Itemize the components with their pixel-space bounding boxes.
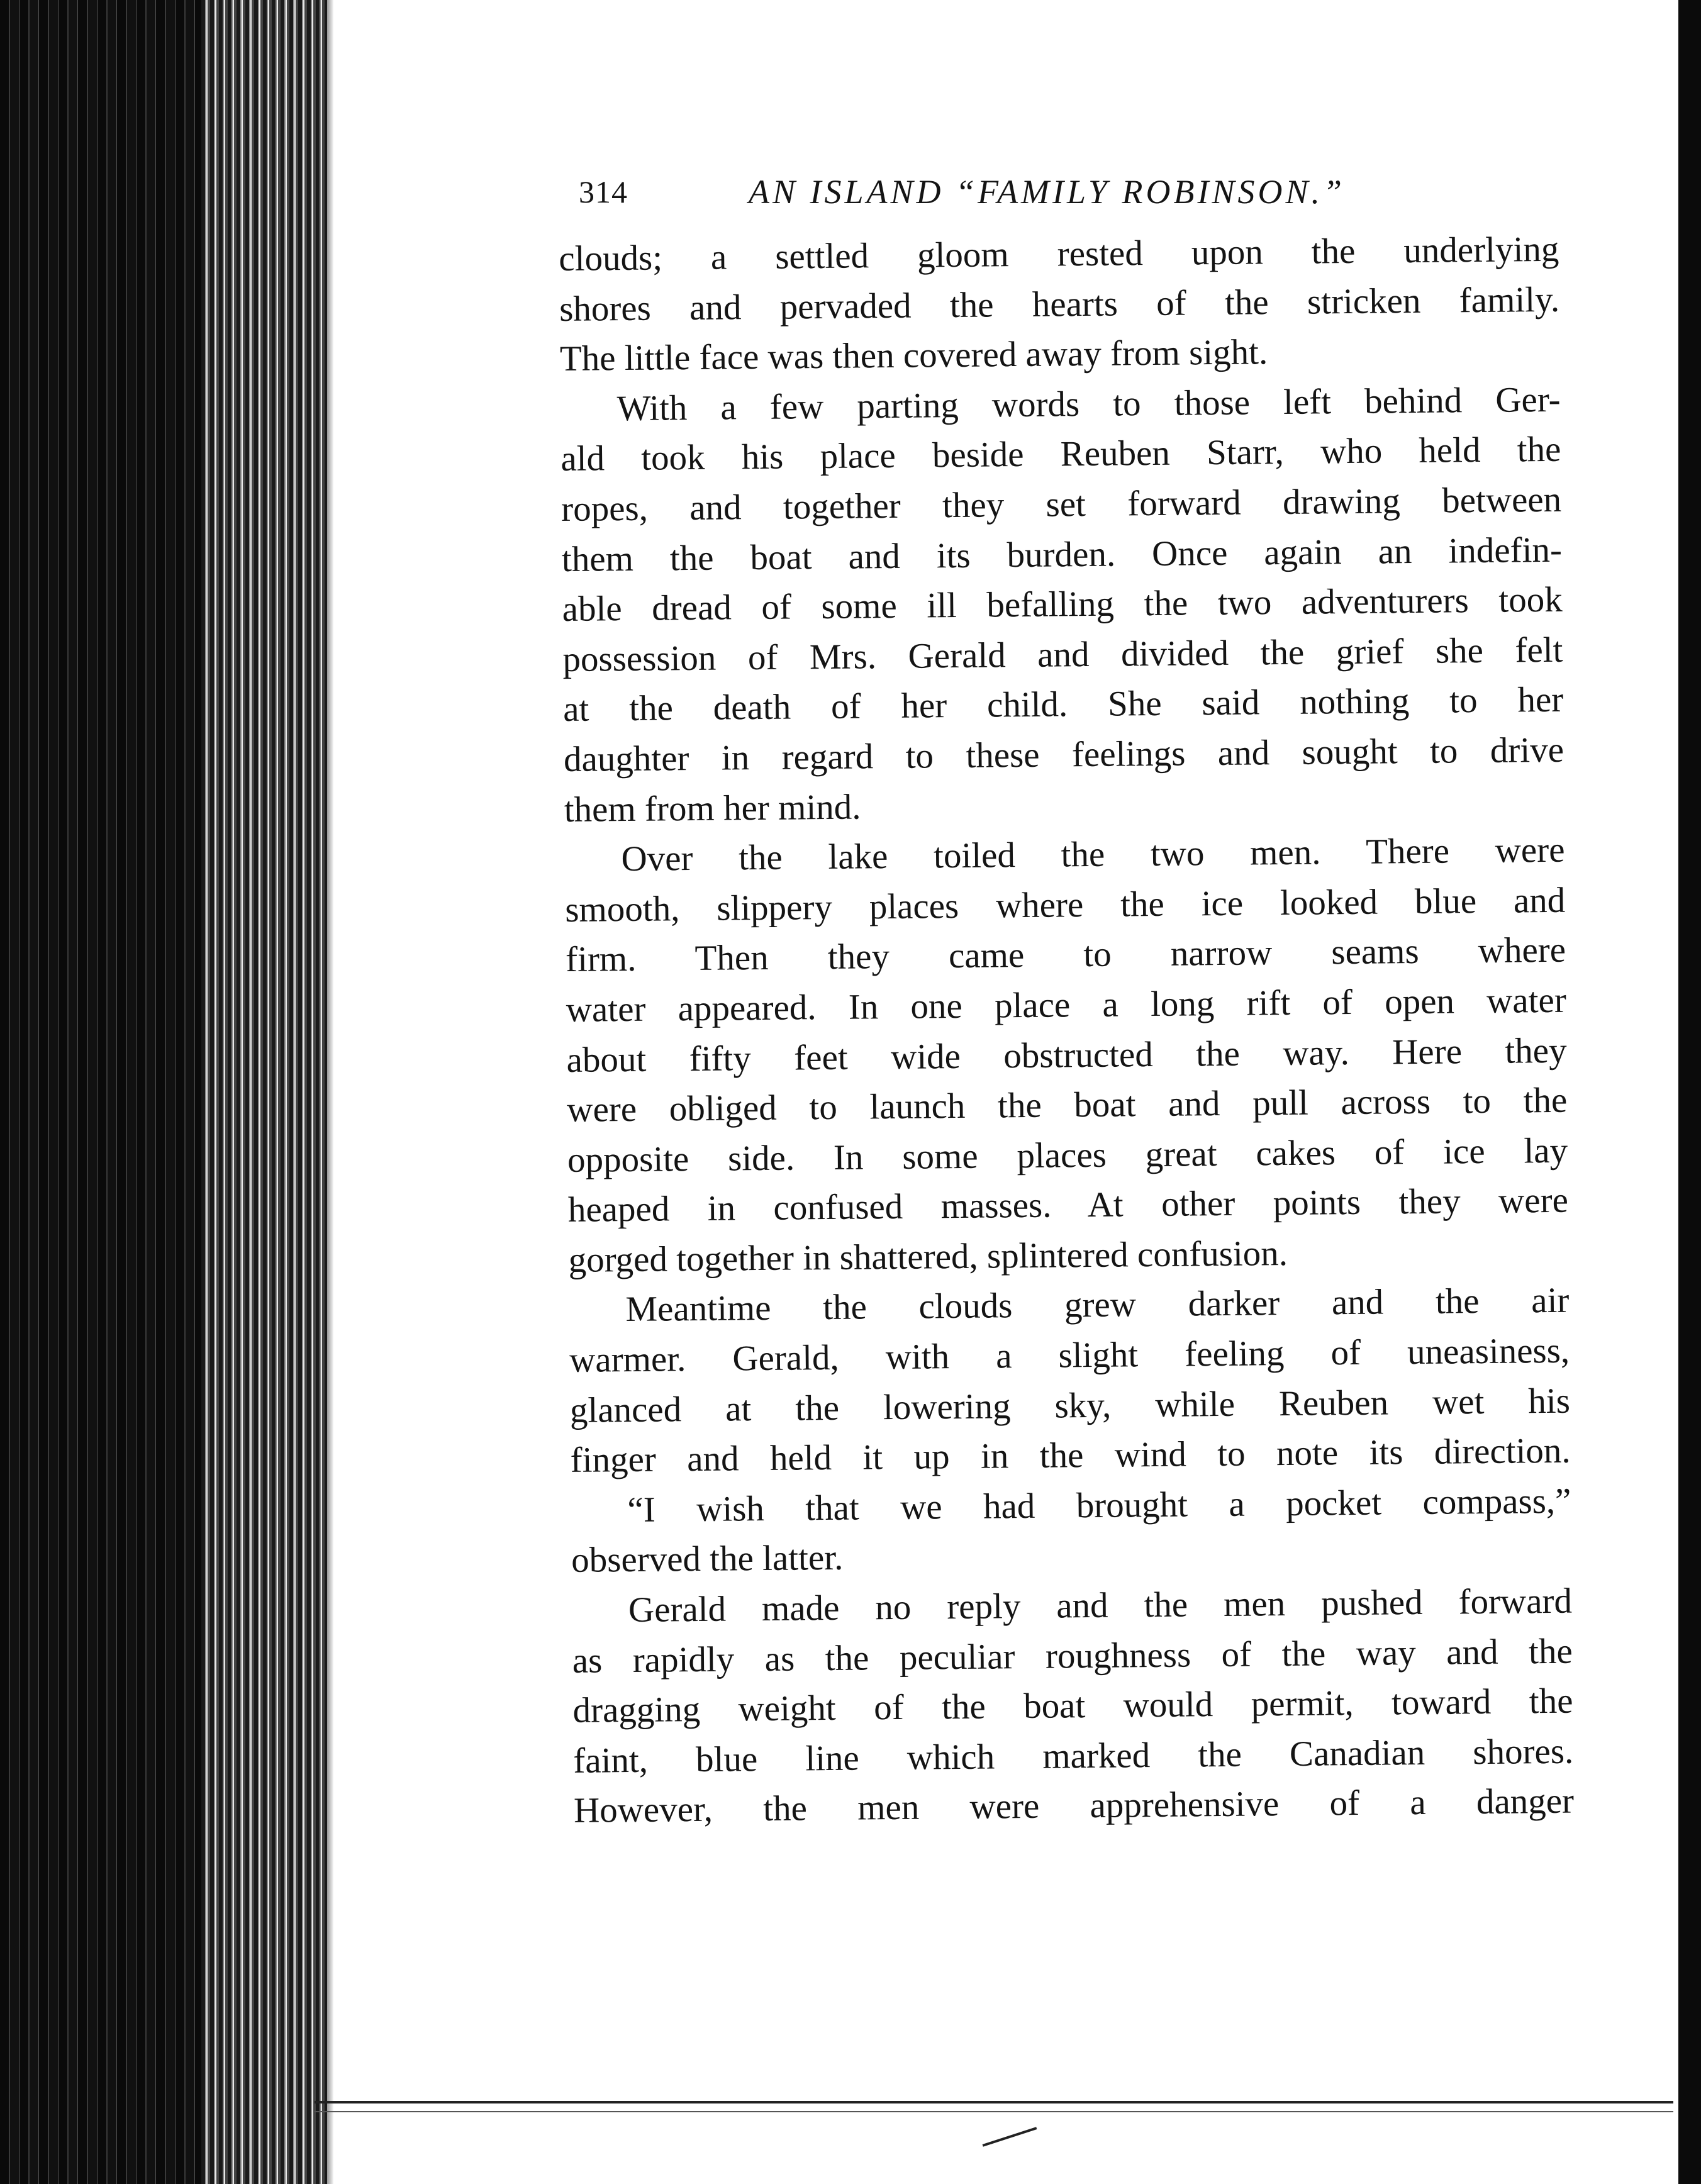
page-fold-shadow xyxy=(327,0,333,2184)
text-line: The little face was then covered away from sight. xyxy=(559,332,1268,379)
text-line: able dread of some ill befalling the two adventurers took xyxy=(562,579,1563,630)
text-line: Gerald made no reply and the men pushed forward xyxy=(628,1581,1573,1630)
text-line: glanced at the lowering sky, while Reuben wet his xyxy=(569,1381,1571,1430)
text-line: With a few parting words to those left behind Ger- xyxy=(616,379,1561,428)
page-bottom-edge xyxy=(315,2101,1673,2112)
scan-right-border xyxy=(1678,0,1701,2184)
text-line: dragging weight of the boat would permit, toward the xyxy=(572,1681,1573,1731)
scan-mark xyxy=(983,2127,1037,2147)
text-line: them the boat and its burden. Once again an indefin- xyxy=(561,530,1563,579)
text-line: Meantime the clouds grew darker and the air xyxy=(625,1281,1570,1330)
text-line: opposite side. In some places great cakes of ice lay xyxy=(567,1130,1568,1180)
text-line: possession of Mrs. Gerald and divided the grief she felt xyxy=(562,630,1563,679)
text-line: clouds; a settled gloom rested upon the underlying xyxy=(559,229,1559,279)
text-line: them from her mind. xyxy=(564,786,861,830)
text-line: Over the lake toiled the two men. There were xyxy=(621,830,1565,879)
text-line: ropes, and together they set forward drawing between xyxy=(560,479,1562,529)
text-line: water appeared. In one place a long rift of open water xyxy=(566,980,1567,1030)
text-line: smooth, slippery places where the ice looked blue and xyxy=(565,880,1566,930)
text-line: daughter in regard to these feelings and sought to drive xyxy=(563,730,1564,779)
text-line: firm. Then they came to narrow seams where xyxy=(565,930,1566,980)
text-line: observed the latter. xyxy=(571,1538,844,1581)
text-line: shores and pervaded the hearts of the stricken family. xyxy=(559,279,1560,329)
page-header xyxy=(579,167,1409,217)
book-page-edges xyxy=(0,0,327,2184)
running-head: AN ISLAND “FAMILY ROBINSON.” xyxy=(749,173,1346,211)
body-text xyxy=(559,225,1574,1836)
text-line: “I wish that we had brought a pocket compass,” xyxy=(627,1481,1571,1530)
text-line: heaped in confused masses. At other points they were xyxy=(567,1180,1569,1230)
text-line: ald took his place beside Reuben Starr, who held the xyxy=(560,430,1561,479)
text-line: were obliged to launch the boat and pull across to the xyxy=(567,1080,1568,1130)
text-line: as rapidly as the peculiar roughness of the way and the xyxy=(572,1631,1573,1681)
page-number: 314 xyxy=(579,174,628,209)
text-line: gorged together in shattered, splintered confusion. xyxy=(568,1233,1288,1280)
text-line: finger and held it up in the wind to note its direction. xyxy=(570,1430,1571,1481)
text-line: However, the men were apprehensive of a danger xyxy=(573,1781,1575,1831)
text-line: warmer. Gerald, with a slight feeling of uneasiness, xyxy=(569,1330,1570,1380)
text-line: about fifty feet wide obstructed the way. Here they xyxy=(566,1030,1567,1080)
text-line: faint, blue line which marked the Canadian shores. xyxy=(572,1731,1574,1781)
text-line: at the death of her child. She said nothing to her xyxy=(562,680,1564,730)
